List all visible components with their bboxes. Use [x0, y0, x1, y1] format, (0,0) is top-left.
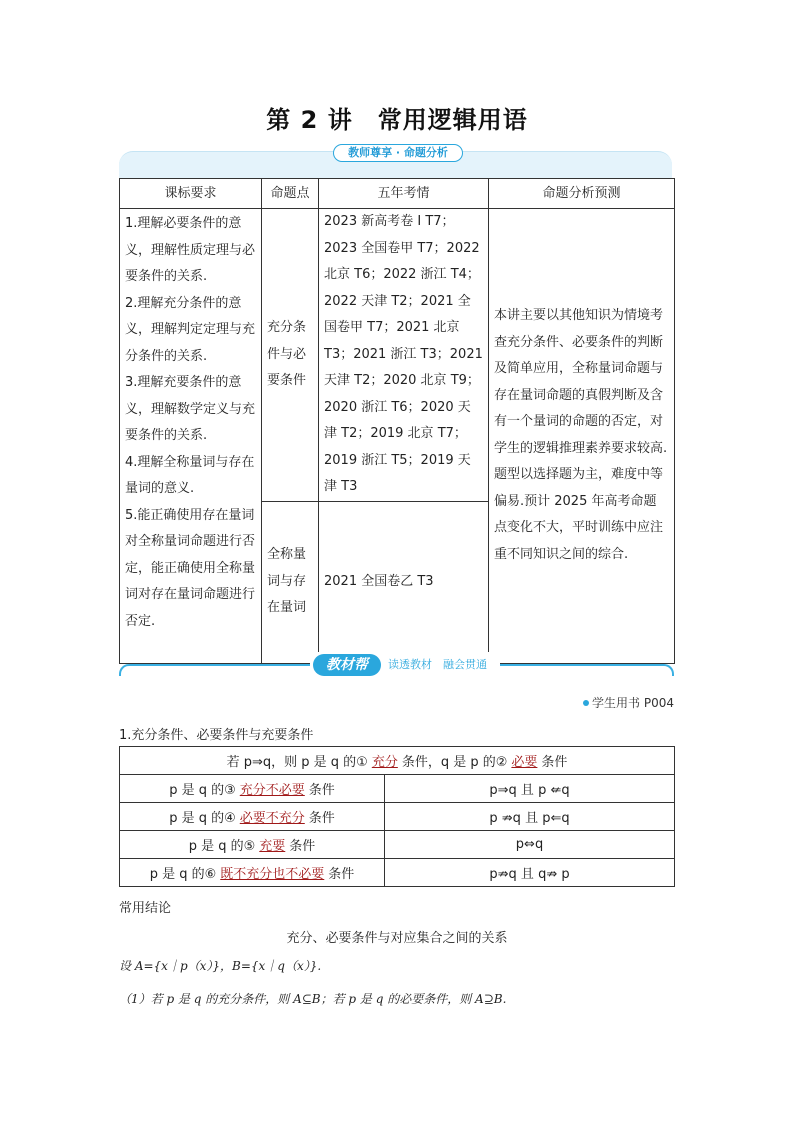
- prediction-cell: 本讲主要以其他知识为情境考查充分条件、必要条件的判断及简单应用，全称量词命题与存在量词命题的真假判断及含有一个量词的命题的否定，对学生的逻辑推理素养要求较高.题型以选择题为主，难度中等偏易.预计 2025 年高考命题点变化不大，平时训练中应注重不同知识之间的综合.: [489, 209, 675, 664]
- set-definition: 设 A={x｜p（x）}，B={x｜q（x）}.: [119, 959, 322, 973]
- relation-cell: p ⇏q 且 p⇐q: [385, 803, 675, 831]
- requirement-item: 2.理解充分条件的意义，理解判定定理与充分条件的关系.: [125, 295, 256, 364]
- table-row: [120, 831, 675, 859]
- topic-point-cell: 全称量词与存在量词: [262, 501, 319, 663]
- col-header: 命题分析预测: [489, 179, 675, 209]
- section-label-teacher: 教师尊享 · 命题分析: [333, 144, 463, 162]
- condition-cell: p 是 q 的④ 必要不充分 条件: [120, 803, 385, 831]
- table-row: [120, 775, 675, 803]
- answer-blank: 充分不必要: [239, 783, 305, 798]
- col-header: 五年考情: [319, 179, 489, 209]
- section-heading: 1.充分条件、必要条件与充要条件: [119, 728, 314, 743]
- page-reference: 学生用书 P004: [583, 694, 674, 711]
- exam-history-cell: 2023 新高考卷 I T7；2023 全国卷甲 T7；2022 北京 T6；2022 浙江 T4；2022 天津 T2；2021 全国卷甲 T7；2021 北京 T3；2021 浙江 T3；2021 天津 T2；2020 北京 T9；2020 浙江 T6；2020 天津 T2；2019 北京 T7；2019 浙江 T5；2019 天津 T3: [319, 209, 489, 502]
- conditions-table: [119, 746, 675, 887]
- table-header-row: [120, 179, 675, 209]
- requirements-table: [119, 178, 675, 664]
- requirement-item: 4.理解全称量词与存在量词的意义.: [125, 454, 255, 496]
- subsection-title: 充分、必要条件与对应集合之间的关系: [286, 931, 508, 946]
- conditions-definition-cell: 若 p⇒q，则 p 是 q 的① 充分 条件，q 是 p 的② 必要 条件: [120, 747, 675, 775]
- answer-blank: 必要: [511, 755, 538, 770]
- requirement-item: 1.理解必要条件的意义，理解性质定理与必要条件的关系.: [125, 216, 256, 284]
- relation-cell: p⇔q: [385, 831, 675, 859]
- requirement-item: 5.能正确使用存在量词对全称量词命题进行否定，能正确使用全称量词对存在量词命题进行否定.: [125, 507, 256, 629]
- table-row: [120, 803, 675, 831]
- page-title: 第 2 讲 常用逻辑用语: [266, 106, 528, 134]
- relation-cell: p⇒q 且 p ⇍q: [385, 775, 675, 803]
- answer-blank: 充要: [259, 839, 286, 854]
- answer-blank: 既不充分也不必要: [220, 867, 325, 882]
- topic-point-cell: 充分条件与必要条件: [262, 209, 319, 502]
- conclusion-heading: 常用结论: [119, 901, 172, 916]
- answer-blank: 必要不充分: [239, 811, 305, 826]
- conclusion-item: （1）若 p 是 q 的充分条件，则 A⊆B；若 p 是 q 的必要条件，则 A⊇B.: [119, 992, 507, 1006]
- condition-cell: p 是 q 的⑥ 既不充分也不必要 条件: [120, 859, 385, 887]
- table-row: [120, 859, 675, 887]
- condition-cell: p 是 q 的⑤ 充要 条件: [120, 831, 385, 859]
- requirement-item: 3.理解充要条件的意义，理解数学定义与充要条件的关系.: [125, 375, 256, 443]
- section-tag-textbook: 教材帮: [313, 654, 381, 676]
- requirements-cell: [120, 209, 262, 664]
- section-subtitle-textbook: 读透教材 融会贯通: [388, 658, 487, 671]
- answer-blank: 充分: [371, 755, 398, 770]
- table-header-row: [120, 747, 675, 775]
- exam-history-cell: 2021 全国卷乙 T3: [319, 501, 489, 663]
- col-header: 命题点: [262, 179, 319, 209]
- col-header: 课标要求: [120, 179, 262, 209]
- relation-cell: p⇏q 且 q⇏ p: [385, 859, 675, 887]
- bullet-dot-icon: [583, 700, 589, 706]
- table-row: [120, 209, 675, 502]
- condition-cell: p 是 q 的③ 充分不必要 条件: [120, 775, 385, 803]
